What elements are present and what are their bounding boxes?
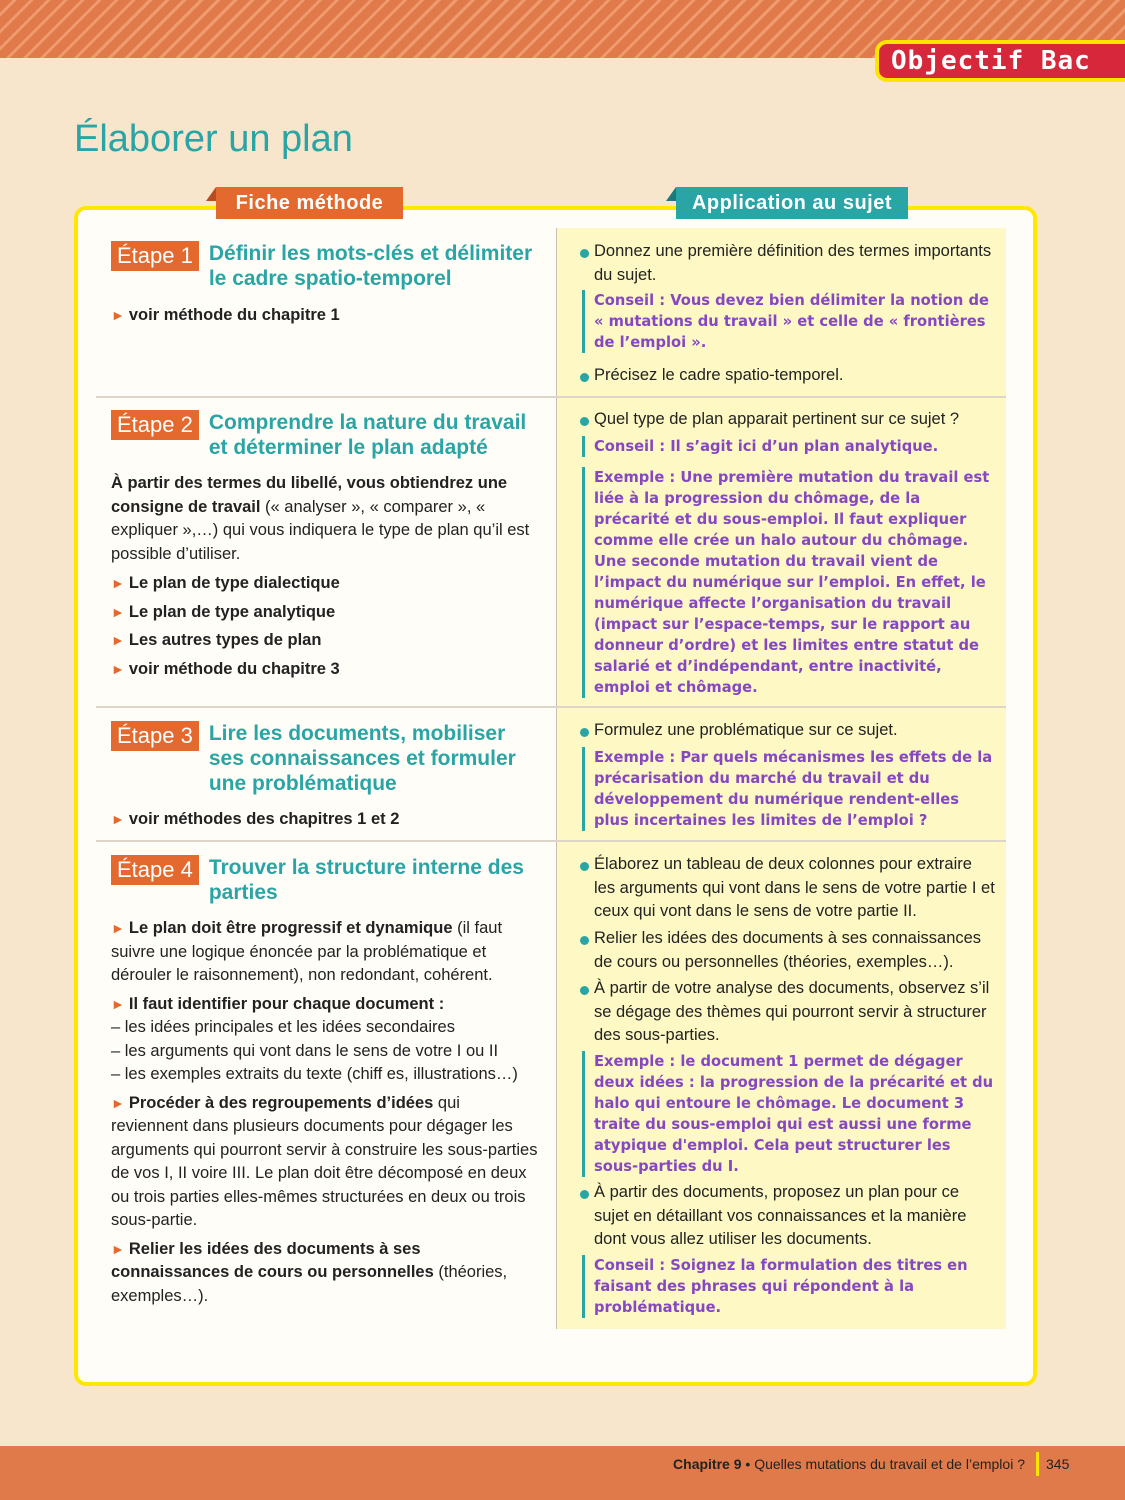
- footer-chapter-label: Chapitre 9: [673, 1456, 742, 1472]
- step-3-header: [111, 721, 539, 796]
- step-4-left: [111, 917, 541, 1308]
- step-2-example-p2: Une seconde mutation du travail vient de l’impact du numérique sur l’emploi. En effet, le numérique affecte l’organisation du travail (impact sur l’espace-temps, sur le rapport au donneur d’ordre) et les limites entre statut de salarié et d’indépendant, entre inactivité, emploi et chômage.: [594, 553, 986, 696]
- step-4-conseil: Conseil : Soignez la formulation des titres en faisant des phrases qui répondent à la problématique.: [582, 1255, 997, 1318]
- step-4-header: [111, 855, 539, 905]
- step-4-bullet-1: Élaborez un tableau de deux colonnes pour extraire les arguments qui vont dans le sens de votre partie I et ceux qui vont dans le sens de votre partie II.: [580, 853, 995, 924]
- plan-type-item: Le plan de type analytique: [128, 602, 336, 621]
- step-2-label: Étape 2: [111, 410, 199, 440]
- step-3-left: [111, 808, 541, 832]
- step-2-ref: voir méthode du chapitre 3: [128, 659, 340, 678]
- step-2-title: Comprendre la nature du travail et déterminer le plan adapté: [208, 411, 527, 459]
- footer-divider: [1036, 1452, 1039, 1476]
- step-3-ref: voir méthodes des chapitres 1 et 2: [128, 810, 400, 828]
- page-number: 345: [1046, 1456, 1070, 1472]
- step-4-a4-bold: Relier les idées des documents à ses connaissances de cours ou personnelles: [111, 1239, 434, 1281]
- step-1-label: Étape 1: [111, 241, 199, 271]
- step-2-intro-bold: À partir des termes du libellé, vous obtiendrez une consigne de travail: [111, 474, 508, 516]
- footer-bar: [0, 1446, 1125, 1500]
- arrow-icon: ►: [111, 603, 125, 620]
- step-4-dash-item: – les exemples extraits du texte (chiff es, illustrations…): [111, 1065, 518, 1083]
- step-4-a1-bold: Le plan doit être progressif et dynamique: [128, 919, 453, 937]
- step-1-conseil: Conseil : Vous devez bien délimiter la notion de « mutations du travail » et celle de « frontières de l’emploi ».: [582, 290, 997, 353]
- arrow-icon: ►: [111, 995, 125, 1012]
- step-3-title: Lire les documents, mobiliser ses connaissances et formuler une problématique: [208, 722, 516, 795]
- arrow-icon: ►: [111, 632, 125, 648]
- row-divider: [96, 706, 1006, 708]
- footer-chapter-question: Quelles mutations du travail et de l’emploi ?: [754, 1456, 1025, 1472]
- step-1-left: [111, 304, 541, 328]
- step-2-intro-rest: (« analyser », « comparer », « expliquer »,…) qui vous indiquera le type de plan qu’il est possible d’utiliser.: [111, 497, 530, 563]
- step-4-example: Exemple : le document 1 permet de dégager deux idées : la progression de la précarité et du halo qui entoure le chômage. Le document 3 traite du sous-emploi qui est aussi une forme atypique d'emploi. Cela peut structurer les sous-parties du I.: [582, 1051, 997, 1177]
- arrow-icon: ►: [111, 575, 125, 591]
- step-3-bullet-1: Formulez une problématique sur ce sujet.: [580, 719, 995, 743]
- step-1-bullet-2: Précisez le cadre spatio-temporel.: [580, 364, 995, 388]
- arrow-icon: ►: [111, 1240, 125, 1257]
- step-2-example-p1: Exemple : Une première mutation du travail est liée à la progression du chômage, de la précarité et du sous-emploi. Il faut expliquer comme elle crée un halo autour du chômage.: [594, 469, 990, 549]
- step-4-dash-item: – les arguments qui vont dans le sens de votre I ou II: [111, 1041, 499, 1060]
- step-4-a2-bold: Il faut identifier pour chaque document :: [128, 994, 445, 1013]
- step-1-ref: voir méthode du chapitre 1: [128, 306, 340, 324]
- objectif-bac-badge: Objectif Bac: [875, 40, 1125, 82]
- step-4-bullet-2: Relier les idées des documents à ses connaissances de cours ou personnelles (théories, exemples…).: [580, 927, 995, 974]
- tab-fiche-methode: Fiche méthode: [216, 187, 403, 219]
- step-3-example: Exemple : Par quels mécanismes les effets de la précarisation du marché du travail et du développement du numérique rendent-elles plus incertaines les limites de l’emploi ?: [582, 747, 997, 831]
- row-divider: [96, 396, 1006, 398]
- step-4-title: Trouver la structure interne des parties: [208, 856, 524, 904]
- step-2-conseil: Conseil : Il s’agit ici d’un plan analytique.: [582, 436, 997, 457]
- step-4-a3-bold: Procéder à des regroupements d’idées: [128, 1093, 434, 1112]
- step-1-header: [111, 241, 539, 291]
- step-2-bullet-1: Quel type de plan apparait pertinent sur ce sujet ?: [580, 408, 995, 432]
- step-4-a1-rest: (il faut suivre une logique énoncée par la problématique et dérouler le raisonnement), non redondant, cohérent.: [111, 919, 503, 984]
- step-4-bullet-4: À partir des documents, proposez un plan pour ce sujet en détaillant vos connaissances et la manière dont vous allez utiliser les documents.: [580, 1181, 995, 1252]
- arrow-icon: ►: [111, 920, 125, 936]
- step-4-a3-rest: qui reviennent dans plusieurs documents pour dégager les arguments qui pourront servir à construire les sous-parties de vos I, II voire III. Le plan doit être décomposé en deux ou trois parties elles-mêmes structurées en deux ou trois sous-partie.: [111, 1093, 538, 1229]
- step-2-header: [111, 410, 539, 460]
- step-2-left: [111, 472, 541, 681]
- step-4-label: Étape 4: [111, 855, 199, 885]
- step-3-label: Étape 3: [111, 721, 199, 751]
- step-4-a4-rest: (théories, exemples…).: [111, 1263, 508, 1305]
- step-2-example: [582, 467, 997, 698]
- arrow-icon: ►: [111, 1094, 125, 1111]
- tab-application-sujet: Application au sujet: [676, 187, 908, 219]
- step-1-title: Définir les mots-clés et délimiter le cadre spatio-temporel: [208, 242, 533, 290]
- step-4-dash-item: – les idées principales et les idées secondaires: [111, 1018, 455, 1036]
- footer-chapter: [673, 1456, 1025, 1472]
- step-4-bullet-3: À partir de votre analyse des documents, observez s’il se dégage des thèmes qui pourront servir à structurer des sous-parties.: [580, 977, 995, 1048]
- step-1-bullet-1: Donnez une première définition des termes importants du sujet.: [580, 240, 995, 287]
- plan-type-item: Les autres types de plan: [128, 631, 322, 649]
- footer-separator: •: [741, 1456, 755, 1472]
- arrow-icon: ►: [111, 811, 125, 827]
- row-divider: [96, 840, 1006, 842]
- page-title: Élaborer un plan: [74, 118, 353, 160]
- arrow-icon: ►: [111, 307, 125, 323]
- plan-type-item: Le plan de type dialectique: [128, 574, 340, 592]
- arrow-icon: ►: [111, 660, 125, 677]
- column-divider: [556, 228, 557, 1329]
